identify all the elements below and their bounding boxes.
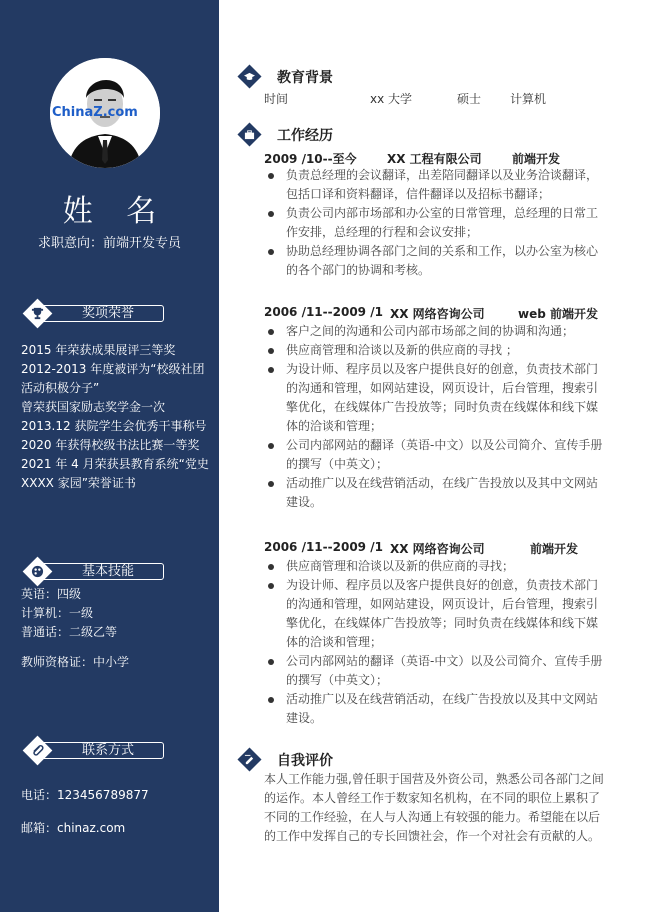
contact-title: 联系方式 xyxy=(81,743,134,758)
duty-item: 负责总经理的会议翻译，出差陪同翻译以及业务洽谈翻译，包括口译和资料翻译，信件翻译以及招标书翻译； xyxy=(264,166,604,204)
award-item: 2012-2013 年度被评为“校级社团活动积极分子” xyxy=(21,362,205,395)
job-position: web 前端开发 xyxy=(518,307,598,321)
education-title: 教育背景 xyxy=(277,70,333,86)
awards-title: 奖项荣誉 xyxy=(81,306,134,321)
skill-item: 计算机：一级 xyxy=(21,606,94,620)
job-company: XX 网络咨询公司 xyxy=(390,542,485,556)
duty-item: 客户之间的沟通和公司内部市场部之间的协调和沟通； xyxy=(264,322,604,341)
job-company: XX 网络咨询公司 xyxy=(390,307,485,321)
candidate-name: 姓 名 xyxy=(62,194,169,229)
job-period: 2009 /10--至今 xyxy=(264,152,357,166)
job-position: 前端开发 xyxy=(530,542,579,556)
duty-item: 为设计师、程序员以及客户提供良好的创意，负责技术部门的沟通和管理，如网站建设，网页设计，后台管理，搜索引擎优化，在线媒体广告投放等；同时负责在线媒体和线下媒体的洽谈和管理； xyxy=(264,360,604,436)
contact-phone: 电话：123456789877 xyxy=(21,788,149,802)
award-item: 2021 年 4 月荣获县教育系统“党史 XXXX 家园”荣誉证书 xyxy=(21,457,209,490)
job-duties xyxy=(264,166,604,280)
job-period: 2006 /11--2009 /1 xyxy=(264,305,383,319)
sidebar xyxy=(0,0,219,912)
duty-item: 公司内部网站的翻译（英语-中文）以及公司简介、宣传手册的撰写（中英文）； xyxy=(264,436,604,474)
job-position: 前端开发 xyxy=(512,152,561,166)
award-item: 2013.12 获院学生会优秀干事称号 xyxy=(21,419,207,433)
duty-item: 协助总经理协调各部门之间的关系和工作，以办公室为核心的各个部门的协调和考核。 xyxy=(264,242,604,280)
duty-item: 负责公司内部市场部和办公室的日常管理，总经理的日常工作安排，总经理的行程和会议安排； xyxy=(264,204,604,242)
graduation-cap-icon xyxy=(240,67,259,86)
self-eval-text: 本人工作能力强,曾任职于国营及外资公司，熟悉公司各部门之间的运作。本人曾经工作于数家知名机构，在不同的职位上累积了不同的工作经验，在人与人沟通上有较强的能力。希望能在以后的工作中发挥自己的专长回馈社会，作一个对社会有贡献的人。 xyxy=(264,772,604,843)
job-header xyxy=(264,540,604,558)
duty-item: 公司内部网站的翻译（英语-中文）以及公司简介、宣传手册的撰写（中英文）； xyxy=(264,652,604,690)
briefcase-icon xyxy=(240,125,259,144)
duty-item: 供应商管理和洽谈以及新的供应商的寻找； xyxy=(264,557,604,576)
job-header xyxy=(264,305,604,323)
watermark-logo: ChinaZ.com xyxy=(52,105,138,120)
award-item: 2020 年获得校级书法比赛一等奖 xyxy=(21,438,200,452)
paperclip-icon xyxy=(29,742,46,759)
award-item: 2015 年荣获成果展评三等奖 xyxy=(21,343,176,357)
job-duties xyxy=(264,557,604,728)
job-period: 2006 /11--2009 /1 xyxy=(264,540,383,554)
job-intent: 求职意向：前端开发专员 xyxy=(37,236,181,251)
edu-time: 时间 xyxy=(264,92,289,106)
education-header xyxy=(237,65,627,89)
skill-item: 普通话：二级乙等 xyxy=(21,625,118,639)
edit-icon xyxy=(240,750,259,769)
edu-school: xx 大学 xyxy=(370,92,413,106)
duty-item: 活动推广以及在线营销活动，在线广告投放以及其中文网站建设。 xyxy=(264,690,604,728)
self-eval-header xyxy=(237,748,627,772)
trophy-icon xyxy=(29,305,46,322)
skills-list xyxy=(21,585,211,642)
teacher-cert: 教师资格证：中小学 xyxy=(21,655,130,669)
skills-header xyxy=(24,560,164,582)
duty-item: 供应商管理和洽谈以及新的供应商的寻找 ； xyxy=(264,341,604,360)
edu-degree: 硕士 xyxy=(457,92,482,106)
skill-item: 英语：四级 xyxy=(21,587,82,601)
job-duties xyxy=(264,322,604,512)
award-item: 曾荣获国家励志奖学金一次 xyxy=(21,400,166,414)
self-eval-title: 自我评价 xyxy=(277,753,333,769)
contact-email: 邮箱：chinaz.com xyxy=(21,821,126,835)
profile-photo xyxy=(50,58,160,168)
main-content xyxy=(219,0,645,912)
edu-major: 计算机 xyxy=(510,92,547,106)
contact-header xyxy=(24,739,164,761)
palette-icon xyxy=(29,563,46,580)
awards-header xyxy=(24,302,164,324)
duty-item: 活动推广以及在线营销活动，在线广告投放以及其中文网站建设。 xyxy=(264,474,604,512)
work-header xyxy=(237,123,627,147)
skills-title: 基本技能 xyxy=(81,564,134,579)
education-row xyxy=(264,90,604,108)
work-title: 工作经历 xyxy=(277,128,333,144)
awards-list xyxy=(21,341,211,493)
job-company: XX 工程有限公司 xyxy=(387,152,482,166)
duty-item: 为设计师、程序员以及客户提供良好的创意，负责技术部门的沟通和管理，如网站建设，网页设计，后台管理，搜索引擎优化，在线媒体广告投放等；同时负责在线媒体和线下媒体的洽谈和管理； xyxy=(264,576,604,652)
